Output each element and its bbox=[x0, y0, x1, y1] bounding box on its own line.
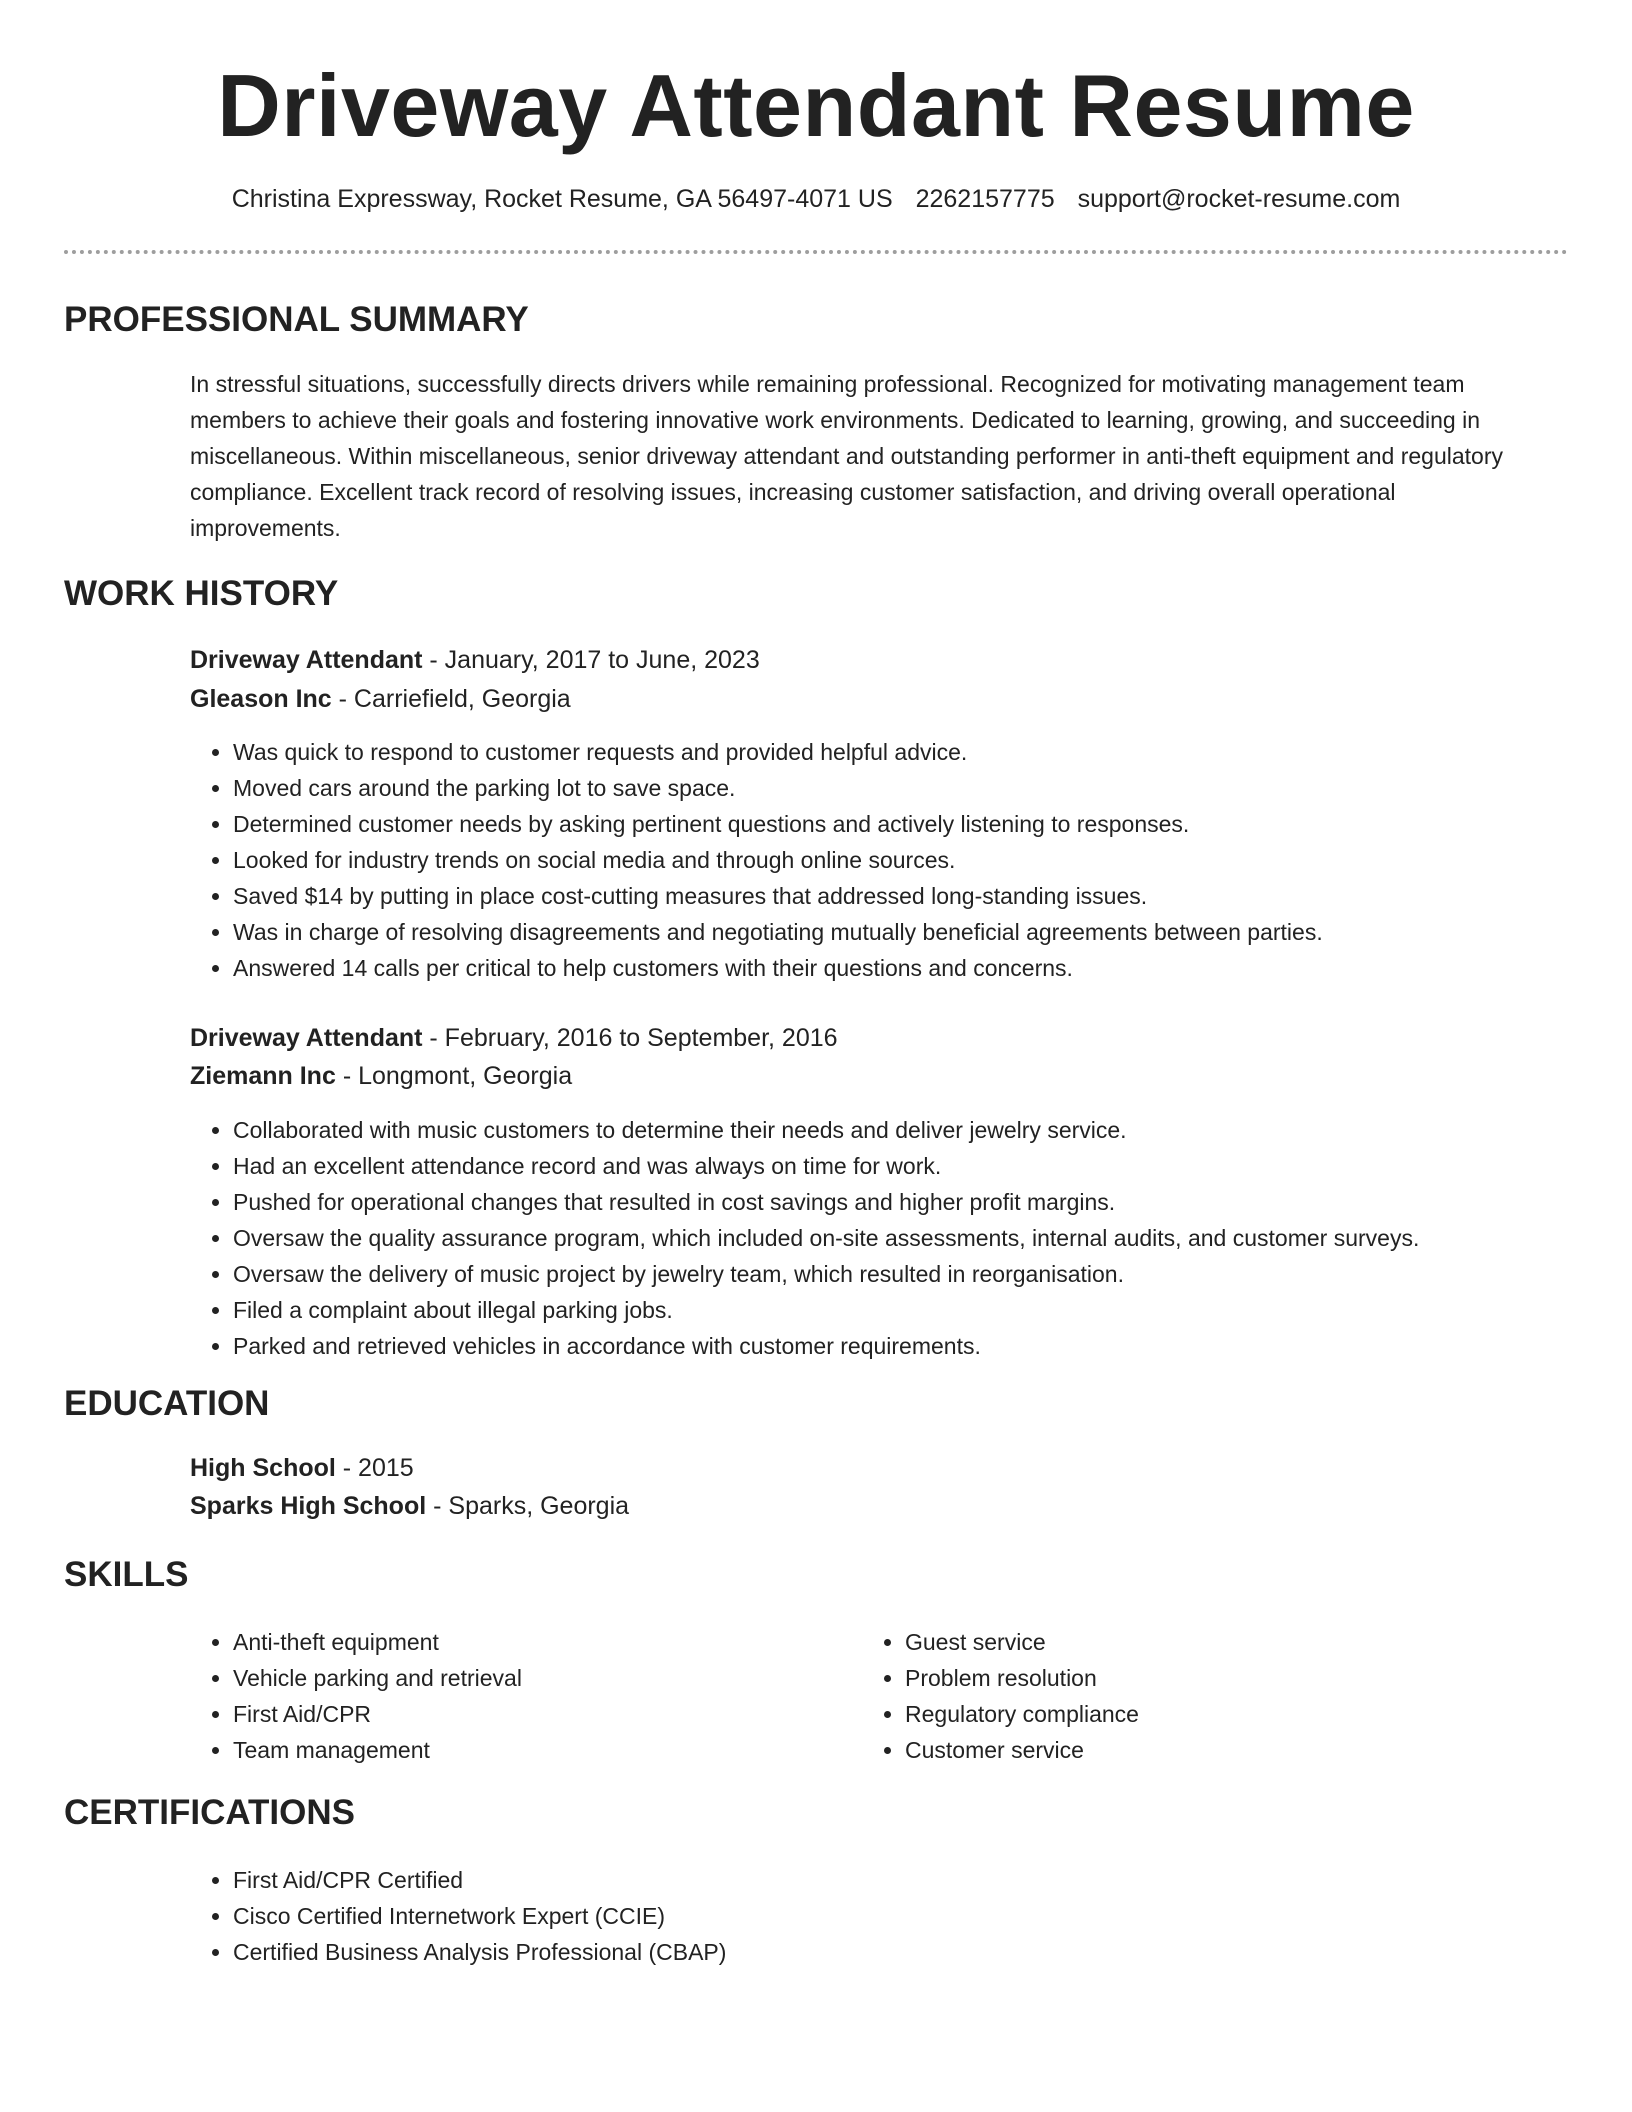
contact-email: support@rocket-resume.com bbox=[1077, 185, 1401, 213]
list-item: • Collaborated with music customers to determine their needs and deliver jewelry service. bbox=[233, 1112, 1419, 1148]
skills-list-right bbox=[862, 1624, 1525, 1768]
job-2-location: - Longmont, Georgia bbox=[335, 1062, 573, 1090]
certifications-list bbox=[190, 1862, 726, 1970]
header-divider bbox=[64, 250, 1568, 254]
list-item: • Certified Business Analysis Professional (CBAP) bbox=[233, 1934, 726, 1970]
contact-line bbox=[0, 182, 1632, 216]
job-2-company-line bbox=[190, 1059, 572, 1093]
job-2-company: Ziemann Inc bbox=[190, 1062, 336, 1090]
job-1-bullets bbox=[190, 734, 1323, 986]
skills-list-left bbox=[190, 1624, 853, 1768]
job-2-bullets bbox=[190, 1112, 1419, 1364]
list-item: • Team management bbox=[233, 1732, 853, 1768]
section-title-skills: SKILLS bbox=[64, 1555, 189, 1594]
job-1-title: Driveway Attendant bbox=[190, 646, 423, 674]
job-2-title: Driveway Attendant bbox=[190, 1024, 423, 1052]
list-item: • Filed a complaint about illegal parking jobs. bbox=[233, 1292, 1419, 1328]
contact-address: Christina Expressway, Rocket Resume, GA 56497-4071 US bbox=[231, 185, 893, 213]
list-item: • Determined customer needs by asking pertinent questions and actively listening to responses. bbox=[233, 806, 1323, 842]
list-item: • First Aid/CPR Certified bbox=[233, 1862, 726, 1898]
list-item: • Anti-theft equipment bbox=[233, 1624, 853, 1660]
section-title-certifications: CERTIFICATIONS bbox=[64, 1793, 356, 1832]
education-school-line bbox=[190, 1489, 629, 1523]
list-item: • Parked and retrieved vehicles in accordance with customer requirements. bbox=[233, 1328, 1419, 1364]
list-item: • Guest service bbox=[905, 1624, 1525, 1660]
education-year: - 2015 bbox=[335, 1454, 414, 1482]
list-item: • Answered 14 calls per critical to help customers with their questions and concerns. bbox=[233, 950, 1323, 986]
list-item: • Customer service bbox=[905, 1732, 1525, 1768]
job-2-title-line bbox=[190, 1021, 838, 1055]
job-1-dates: - January, 2017 to June, 2023 bbox=[422, 646, 760, 674]
list-item: • Cisco Certified Internetwork Expert (CCIE) bbox=[233, 1898, 726, 1934]
list-item: • Moved cars around the parking lot to save space. bbox=[233, 770, 1323, 806]
list-item: • Vehicle parking and retrieval bbox=[233, 1660, 853, 1696]
list-item: • Looked for industry trends on social media and through online sources. bbox=[233, 842, 1323, 878]
section-title-education: EDUCATION bbox=[64, 1384, 270, 1423]
education-degree: High School bbox=[190, 1454, 336, 1482]
list-item: • Regulatory compliance bbox=[905, 1696, 1525, 1732]
list-item: • Was in charge of resolving disagreements and negotiating mutually beneficial agreements between parties. bbox=[233, 914, 1323, 950]
section-title-work-history: WORK HISTORY bbox=[64, 574, 339, 613]
job-2-dates: - February, 2016 to September, 2016 bbox=[422, 1024, 838, 1052]
list-item: • Oversaw the quality assurance program, which included on-site assessments, internal audits, and customer surveys. bbox=[233, 1220, 1419, 1256]
resume-title: Driveway Attendant Resume bbox=[217, 56, 1415, 155]
section-title-summary: PROFESSIONAL SUMMARY bbox=[64, 300, 529, 339]
list-item: • Had an excellent attendance record and was always on time for work. bbox=[233, 1148, 1419, 1184]
list-item: • Saved $14 by putting in place cost-cutting measures that addressed long-standing issues. bbox=[233, 878, 1323, 914]
education-location: - Sparks, Georgia bbox=[426, 1492, 630, 1520]
education-degree-line bbox=[190, 1451, 414, 1485]
list-item: • First Aid/CPR bbox=[233, 1696, 853, 1732]
education-school: Sparks High School bbox=[190, 1492, 427, 1520]
list-item: • Pushed for operational changes that resulted in cost savings and higher profit margins. bbox=[233, 1184, 1419, 1220]
list-item: • Oversaw the delivery of music project by jewelry team, which resulted in reorganisation. bbox=[233, 1256, 1419, 1292]
job-1-company-line bbox=[190, 682, 571, 716]
list-item: • Was quick to respond to customer requests and provided helpful advice. bbox=[233, 734, 1323, 770]
job-1-title-line bbox=[190, 643, 760, 677]
job-1-company: Gleason Inc bbox=[190, 685, 332, 713]
contact-phone: 2262157775 bbox=[915, 185, 1055, 213]
summary-text: In stressful situations, successfully directs drivers while remaining professional. Recognized for motivating management team members to achieve their goals and fostering innovative work environments. Dedicated to learning, growing, and succeeding in miscellaneous. Within miscellaneous, senior driveway attendant and outstanding performer in anti-theft equipment and regulatory compliance. Excellent track record of resolving issues, increasing customer satisfaction, and driving overall operational improvements. bbox=[190, 371, 1503, 541]
job-1-location: - Carriefield, Georgia bbox=[331, 685, 571, 713]
list-item: • Problem resolution bbox=[905, 1660, 1525, 1696]
